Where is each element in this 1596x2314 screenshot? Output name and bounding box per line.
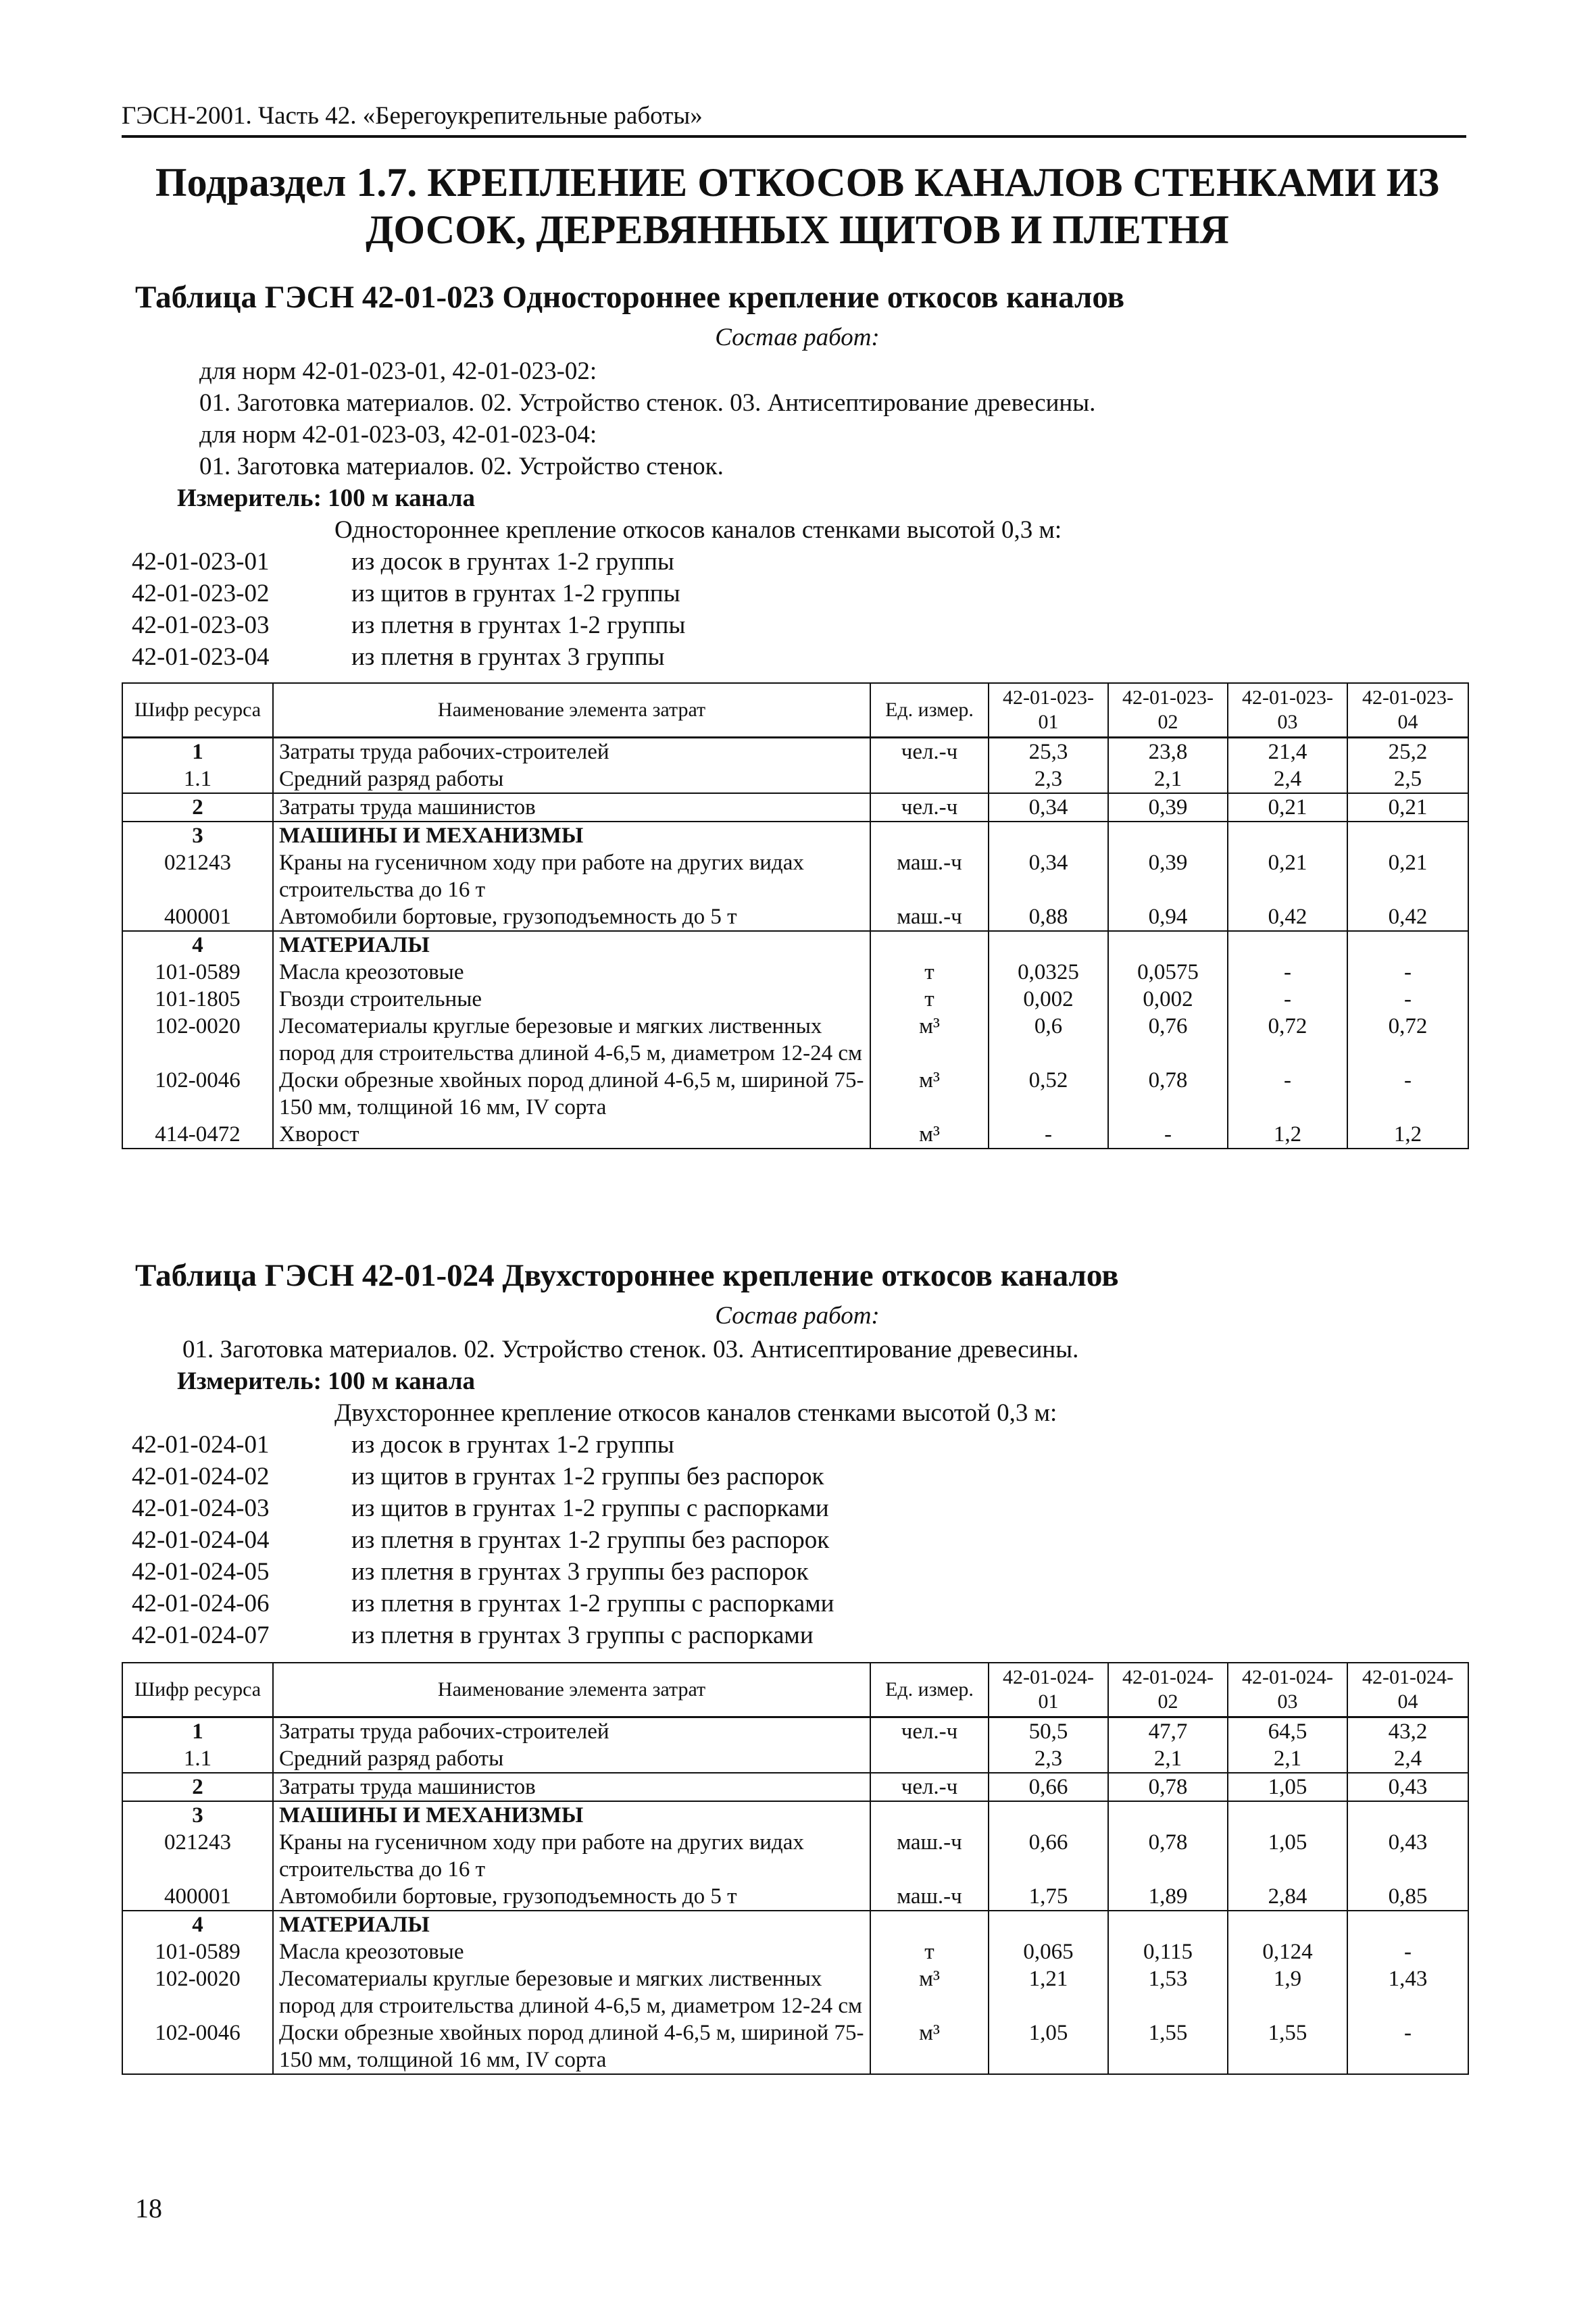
row-name: Затраты труда машинистов bbox=[273, 793, 870, 822]
row-name: Средний разряд работы bbox=[273, 1745, 870, 1773]
row-code: 414-0472 bbox=[122, 1121, 273, 1149]
norm-description: из плетня в грунтах 1-2 группы с распорками bbox=[351, 1590, 834, 1617]
row-unit: чел.-ч bbox=[870, 737, 989, 765]
row-name: Масла креозотовые bbox=[273, 959, 870, 986]
row-value: - bbox=[1108, 1121, 1228, 1149]
row-unit bbox=[870, 822, 989, 849]
row-value bbox=[1347, 822, 1468, 849]
row-unit: чел.-ч bbox=[870, 1773, 989, 1801]
row-value: 1,9 bbox=[1228, 1965, 1347, 2019]
row-unit: м³ bbox=[870, 1965, 989, 2019]
table2-work-label: Состав работ: bbox=[715, 1302, 880, 1330]
row-code: 1.1 bbox=[122, 1745, 273, 1773]
row-name: Затраты труда машинистов bbox=[273, 1773, 870, 1801]
row-value: 1,55 bbox=[1108, 2019, 1228, 2074]
row-value: - bbox=[1347, 1067, 1468, 1121]
row-value: 0,34 bbox=[989, 849, 1108, 903]
row-value: 1,05 bbox=[1228, 1829, 1347, 1883]
table2-resource-table bbox=[122, 1662, 1469, 2075]
header-norm-col: 42-01-024-03 bbox=[1228, 1663, 1347, 1717]
table-row bbox=[122, 1801, 1468, 1829]
table1-resource-table bbox=[122, 682, 1469, 1149]
table-row bbox=[122, 765, 1468, 793]
row-code: 102-0046 bbox=[122, 1067, 273, 1121]
page-number: 18 bbox=[135, 2193, 162, 2223]
section-title-line-1: Подраздел 1.7. КРЕПЛЕНИЕ ОТКОСОВ КАНАЛОВ СТЕНКАМИ ИЗ bbox=[155, 160, 1440, 205]
row-value: 23,8 bbox=[1108, 737, 1228, 765]
row-unit: м³ bbox=[870, 2019, 989, 2074]
row-unit: т bbox=[870, 1938, 989, 1965]
table1-heading: Таблица ГЭСН 42-01-023 Одностороннее крепление откосов каналов bbox=[135, 280, 1125, 315]
norm-code: 42-01-024-05 bbox=[132, 1558, 270, 1586]
row-value: 1,43 bbox=[1347, 1965, 1468, 2019]
row-unit: маш.-ч bbox=[870, 1829, 989, 1883]
norm-description: из плетня в грунтах 3 группы bbox=[351, 643, 665, 671]
table-row bbox=[122, 1938, 1468, 1965]
row-unit: чел.-ч bbox=[870, 1717, 989, 1745]
row-value: 0,002 bbox=[989, 986, 1108, 1013]
row-value: 0,43 bbox=[1347, 1829, 1468, 1883]
row-value: 1,55 bbox=[1228, 2019, 1347, 2074]
table-row bbox=[122, 1121, 1468, 1149]
row-value: 1,21 bbox=[989, 1965, 1108, 2019]
row-code: 3 bbox=[122, 1801, 273, 1829]
row-value: 0,78 bbox=[1108, 1067, 1228, 1121]
row-value: - bbox=[1228, 959, 1347, 986]
row-value: 0,43 bbox=[1347, 1773, 1468, 1801]
row-value: - bbox=[1347, 2019, 1468, 2074]
row-unit: чел.-ч bbox=[870, 793, 989, 822]
table-row bbox=[122, 1717, 1468, 1745]
row-value: - bbox=[989, 1121, 1108, 1149]
table1-body bbox=[122, 737, 1468, 1149]
row-value: 0,065 bbox=[989, 1938, 1108, 1965]
row-name: Гвозди строительные bbox=[273, 986, 870, 1013]
norm-description: из досок в грунтах 1-2 группы bbox=[351, 1431, 674, 1459]
row-value: - bbox=[1347, 986, 1468, 1013]
row-section-label: МАТЕРИАЛЫ bbox=[273, 931, 870, 959]
row-value bbox=[1228, 931, 1347, 959]
running-head: ГЭСН-2001. Часть 42. «Берегоукрепительные работы» bbox=[122, 101, 1466, 138]
row-code: 1 bbox=[122, 1717, 273, 1745]
row-value bbox=[1347, 1801, 1468, 1829]
row-value: 1,53 bbox=[1108, 1965, 1228, 2019]
row-value: 0,78 bbox=[1108, 1829, 1228, 1883]
table1-measure: Измеритель: 100 м канала bbox=[177, 484, 476, 512]
row-value: 0,52 bbox=[989, 1067, 1108, 1121]
row-value: 0,34 bbox=[989, 793, 1108, 822]
row-name: Хворост bbox=[273, 1121, 870, 1149]
norm-code: 42-01-024-03 bbox=[132, 1494, 270, 1522]
norm-code: 42-01-023-04 bbox=[132, 643, 270, 671]
row-value: 0,78 bbox=[1108, 1773, 1228, 1801]
row-value: 0,002 bbox=[1108, 986, 1228, 1013]
row-unit: т bbox=[870, 959, 989, 986]
row-value: 1,2 bbox=[1347, 1121, 1468, 1149]
row-code: 102-0020 bbox=[122, 1965, 273, 2019]
header-name: Наименование элемента затрат bbox=[273, 683, 870, 737]
row-value bbox=[1108, 1911, 1228, 1938]
row-value: - bbox=[1347, 1938, 1468, 1965]
row-code: 4 bbox=[122, 1911, 273, 1938]
row-value bbox=[989, 1911, 1108, 1938]
table-row bbox=[122, 1067, 1468, 1121]
norm-description: из плетня в грунтах 1-2 группы без распорок bbox=[351, 1526, 830, 1554]
header-norm-col: 42-01-023-03 bbox=[1228, 683, 1347, 737]
row-value bbox=[1228, 1801, 1347, 1829]
norm-code: 42-01-024-04 bbox=[132, 1526, 270, 1554]
header-norm-col: 42-01-024-01 bbox=[989, 1663, 1108, 1717]
section-title bbox=[122, 159, 1473, 253]
row-value: 0,39 bbox=[1108, 849, 1228, 903]
row-name: Краны на гусеничном ходу при работе на других видах строительства до 16 т bbox=[273, 849, 870, 903]
table-row bbox=[122, 822, 1468, 849]
row-code: 400001 bbox=[122, 1883, 273, 1911]
row-value: - bbox=[1228, 1067, 1347, 1121]
norm-code: 42-01-024-06 bbox=[132, 1590, 270, 1617]
row-name: Краны на гусеничном ходу при работе на других видах строительства до 16 т bbox=[273, 1829, 870, 1883]
row-value: 1,05 bbox=[1228, 1773, 1347, 1801]
row-value: 0,42 bbox=[1347, 903, 1468, 931]
row-value: 0,76 bbox=[1108, 1013, 1228, 1067]
table-row bbox=[122, 1773, 1468, 1801]
table-row bbox=[122, 1013, 1468, 1067]
row-value: 50,5 bbox=[989, 1717, 1108, 1745]
row-value: 0,66 bbox=[989, 1829, 1108, 1883]
row-value: 2,3 bbox=[989, 765, 1108, 793]
table1-work-line: 01. Заготовка материалов. 02. Устройство стенок. 03. Антисептирование древесины. bbox=[199, 389, 1096, 417]
row-value: 0,21 bbox=[1228, 793, 1347, 822]
header-norm-col: 42-01-023-01 bbox=[989, 683, 1108, 737]
row-value: 25,2 bbox=[1347, 737, 1468, 765]
norm-code: 42-01-023-03 bbox=[132, 611, 270, 639]
row-value: 0,6 bbox=[989, 1013, 1108, 1067]
row-value: 0,21 bbox=[1347, 793, 1468, 822]
header-norm-col: 42-01-023-02 bbox=[1108, 683, 1228, 737]
row-value: 47,7 bbox=[1108, 1717, 1228, 1745]
row-value: 2,1 bbox=[1108, 765, 1228, 793]
table1-work-line: для норм 42-01-023-01, 42-01-023-02: bbox=[199, 357, 597, 385]
table1-intro: Одностороннее крепление откосов каналов стенками высотой 0,3 м: bbox=[334, 516, 1062, 544]
table2-measure: Измеритель: 100 м канала bbox=[177, 1367, 476, 1395]
row-unit: маш.-ч bbox=[870, 849, 989, 903]
norm-description: из плетня в грунтах 1-2 группы bbox=[351, 611, 686, 639]
row-code: 101-0589 bbox=[122, 959, 273, 986]
row-unit bbox=[870, 765, 989, 793]
section-title-line-2: ДОСОК, ДЕРЕВЯННЫХ ЩИТОВ И ПЛЕТНЯ bbox=[366, 207, 1229, 252]
header-norm-col: 42-01-024-04 bbox=[1347, 1663, 1468, 1717]
row-code: 2 bbox=[122, 793, 273, 822]
row-name: Автомобили бортовые, грузоподъемность до 5 т bbox=[273, 1883, 870, 1911]
row-name: Лесоматериалы круглые березовые и мягких лиственных пород для строительства длиной 4-6,5 м, диаметром 12-24 см bbox=[273, 1965, 870, 2019]
row-value: 0,21 bbox=[1347, 849, 1468, 903]
row-unit bbox=[870, 1745, 989, 1773]
row-value: 1,2 bbox=[1228, 1121, 1347, 1149]
row-value bbox=[1108, 822, 1228, 849]
table-row bbox=[122, 793, 1468, 822]
norm-description: из щитов в грунтах 1-2 группы с распорками bbox=[351, 1494, 829, 1522]
norm-code: 42-01-024-07 bbox=[132, 1621, 270, 1649]
row-name: Затраты труда рабочих-строителей bbox=[273, 1717, 870, 1745]
row-value bbox=[989, 931, 1108, 959]
row-value bbox=[1108, 1801, 1228, 1829]
row-value: 1,05 bbox=[989, 2019, 1108, 2074]
row-unit: м³ bbox=[870, 1013, 989, 1067]
row-value bbox=[1228, 1911, 1347, 1938]
row-code: 101-0589 bbox=[122, 1938, 273, 1965]
header-unit: Ед. измер. bbox=[870, 1663, 989, 1717]
table1-work-line: для норм 42-01-023-03, 42-01-023-04: bbox=[199, 421, 597, 449]
row-value: 0,124 bbox=[1228, 1938, 1347, 1965]
row-value: 64,5 bbox=[1228, 1717, 1347, 1745]
row-value: 0,72 bbox=[1228, 1013, 1347, 1067]
row-value: 21,4 bbox=[1228, 737, 1347, 765]
row-value: 0,39 bbox=[1108, 793, 1228, 822]
row-value: 1,75 bbox=[989, 1883, 1108, 1911]
table2-heading: Таблица ГЭСН 42-01-024 Двухстороннее крепление откосов каналов bbox=[135, 1258, 1119, 1293]
row-code: 4 bbox=[122, 931, 273, 959]
norm-code: 42-01-023-02 bbox=[132, 580, 270, 607]
row-value bbox=[1228, 822, 1347, 849]
header-norm-col: 42-01-023-04 bbox=[1347, 683, 1468, 737]
row-name: Масла креозотовые bbox=[273, 1938, 870, 1965]
row-value bbox=[989, 1801, 1108, 1829]
norm-description: из досок в грунтах 1-2 группы bbox=[351, 548, 674, 576]
table-row bbox=[122, 2019, 1468, 2074]
row-value: 2,3 bbox=[989, 1745, 1108, 1773]
row-code: 2 bbox=[122, 1773, 273, 1801]
row-value: 2,1 bbox=[1108, 1745, 1228, 1773]
norm-code: 42-01-024-02 bbox=[132, 1463, 270, 1490]
header-cipher: Шифр ресурса bbox=[122, 683, 273, 737]
norm-code: 42-01-024-01 bbox=[132, 1431, 270, 1459]
row-section-label: МАШИНЫ И МЕХАНИЗМЫ bbox=[273, 822, 870, 849]
norm-description: из щитов в грунтах 1-2 группы без распорок bbox=[351, 1463, 824, 1490]
row-code: 1.1 bbox=[122, 765, 273, 793]
table-row bbox=[122, 1829, 1468, 1883]
row-value: 0,72 bbox=[1347, 1013, 1468, 1067]
row-unit bbox=[870, 1801, 989, 1829]
row-unit: т bbox=[870, 986, 989, 1013]
norm-description: из щитов в грунтах 1-2 группы bbox=[351, 580, 680, 607]
row-section-label: МАТЕРИАЛЫ bbox=[273, 1911, 870, 1938]
table2-intro: Двухстороннее крепление откосов каналов стенками высотой 0,3 м: bbox=[334, 1399, 1057, 1427]
row-value: 2,84 bbox=[1228, 1883, 1347, 1911]
header-norm-col: 42-01-024-02 bbox=[1108, 1663, 1228, 1717]
row-value: 2,4 bbox=[1347, 1745, 1468, 1773]
norm-code: 42-01-023-01 bbox=[132, 548, 270, 576]
row-value: 0,88 bbox=[989, 903, 1108, 931]
row-code: 102-0020 bbox=[122, 1013, 273, 1067]
table-header-row bbox=[122, 683, 1468, 737]
row-value: 0,85 bbox=[1347, 1883, 1468, 1911]
row-value: 0,94 bbox=[1108, 903, 1228, 931]
row-unit: м³ bbox=[870, 1067, 989, 1121]
row-value bbox=[1347, 1911, 1468, 1938]
row-value: 0,21 bbox=[1228, 849, 1347, 903]
row-code: 101-1805 bbox=[122, 986, 273, 1013]
row-value bbox=[1347, 931, 1468, 959]
row-value: 2,5 bbox=[1347, 765, 1468, 793]
table-row bbox=[122, 986, 1468, 1013]
row-value: 0,0575 bbox=[1108, 959, 1228, 986]
row-value: 2,1 bbox=[1228, 1745, 1347, 1773]
row-value: - bbox=[1347, 959, 1468, 986]
row-value: 0,0325 bbox=[989, 959, 1108, 986]
table-row bbox=[122, 849, 1468, 903]
row-value bbox=[1108, 931, 1228, 959]
row-value: 1,89 bbox=[1108, 1883, 1228, 1911]
table-row bbox=[122, 1883, 1468, 1911]
table-header-row bbox=[122, 1663, 1468, 1717]
row-code: 021243 bbox=[122, 1829, 273, 1883]
row-value: 43,2 bbox=[1347, 1717, 1468, 1745]
row-value: 0,66 bbox=[989, 1773, 1108, 1801]
header-unit: Ед. измер. bbox=[870, 683, 989, 737]
row-name: Затраты труда рабочих-строителей bbox=[273, 737, 870, 765]
table-row bbox=[122, 1965, 1468, 2019]
table-row bbox=[122, 903, 1468, 931]
row-code: 3 bbox=[122, 822, 273, 849]
table2-work-line: 01. Заготовка материалов. 02. Устройство стенок. 03. Антисептирование древесины. bbox=[182, 1336, 1079, 1363]
row-unit bbox=[870, 931, 989, 959]
table-row bbox=[122, 1911, 1468, 1938]
row-code: 102-0046 bbox=[122, 2019, 273, 2074]
table1-work-line: 01. Заготовка материалов. 02. Устройство стенок. bbox=[199, 453, 724, 480]
table-row bbox=[122, 931, 1468, 959]
table-row bbox=[122, 959, 1468, 986]
header-name: Наименование элемента затрат bbox=[273, 1663, 870, 1717]
row-value: 2,4 bbox=[1228, 765, 1347, 793]
row-name: Доски обрезные хвойных пород длиной 4-6,5 м, шириной 75-150 мм, толщиной 16 мм, IV сорта bbox=[273, 1067, 870, 1121]
row-name: Доски обрезные хвойных пород длиной 4-6,5 м, шириной 75-150 мм, толщиной 16 мм, IV сорта bbox=[273, 2019, 870, 2074]
row-unit: маш.-ч bbox=[870, 903, 989, 931]
header-cipher: Шифр ресурса bbox=[122, 1663, 273, 1717]
row-value: 0,115 bbox=[1108, 1938, 1228, 1965]
row-section-label: МАШИНЫ И МЕХАНИЗМЫ bbox=[273, 1801, 870, 1829]
row-code: 400001 bbox=[122, 903, 273, 931]
row-name: Средний разряд работы bbox=[273, 765, 870, 793]
norm-description: из плетня в грунтах 3 группы без распорок bbox=[351, 1558, 809, 1586]
norm-description: из плетня в грунтах 3 группы с распорками bbox=[351, 1621, 814, 1649]
row-unit: маш.-ч bbox=[870, 1883, 989, 1911]
row-value bbox=[989, 822, 1108, 849]
row-unit bbox=[870, 1911, 989, 1938]
row-value: - bbox=[1228, 986, 1347, 1013]
row-name: Лесоматериалы круглые березовые и мягких лиственных пород для строительства длиной 4-6,5 м, диаметром 12-24 см bbox=[273, 1013, 870, 1067]
row-name: Автомобили бортовые, грузоподъемность до 5 т bbox=[273, 903, 870, 931]
table-row bbox=[122, 737, 1468, 765]
row-code: 1 bbox=[122, 737, 273, 765]
row-value: 0,42 bbox=[1228, 903, 1347, 931]
table2-body bbox=[122, 1717, 1468, 2074]
row-unit: м³ bbox=[870, 1121, 989, 1149]
row-code: 021243 bbox=[122, 849, 273, 903]
table-row bbox=[122, 1745, 1468, 1773]
table1-work-label: Состав работ: bbox=[715, 324, 880, 351]
row-value: 25,3 bbox=[989, 737, 1108, 765]
